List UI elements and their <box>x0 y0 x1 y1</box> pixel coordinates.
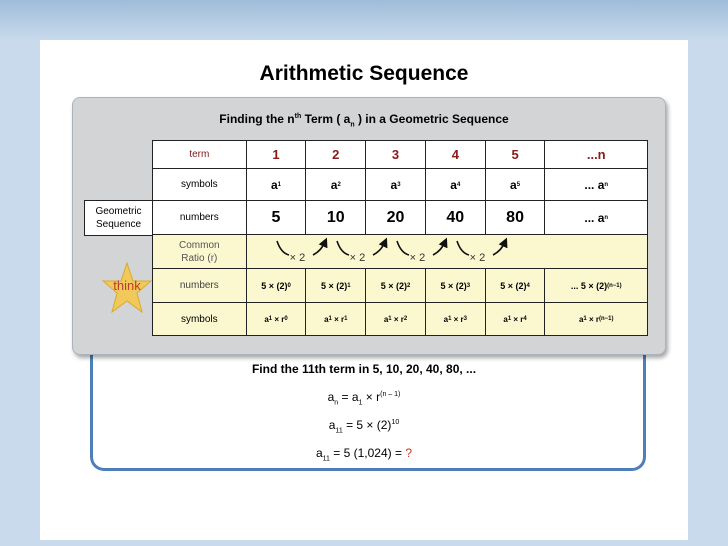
symbols-formula-label: symbols <box>153 303 247 335</box>
number-cell: 20 <box>366 201 426 235</box>
common-ratio-label: Common Ratio (r) <box>153 235 247 269</box>
number-cell: 40 <box>426 201 486 235</box>
ratio-label: × 2 <box>349 252 366 264</box>
general-formula: $a_n = a_1 \times r^{(n - 1)}$ <box>327 390 401 407</box>
term-cell: 1 <box>247 141 307 169</box>
formula-cell: 5 × (2) 1 <box>306 269 366 303</box>
symbol-formula-cell: a 1 × r 0 <box>247 303 307 335</box>
answer-placeholder: ? <box>405 446 413 460</box>
number-cell: 10 <box>306 201 366 235</box>
table-row-numbers <box>153 201 647 235</box>
step-substitution: $a_{11} = 5 \times (2)^{10}$ <box>328 418 400 435</box>
term-cell: 2 <box>306 141 366 169</box>
formula-end-cell: ... 5 × (2) (n−1) <box>545 269 647 303</box>
page-title: Arithmetic Sequence <box>259 62 469 85</box>
symbol-cell: a 2 <box>306 169 366 201</box>
ratio-label: × 2 <box>409 252 426 264</box>
table-row-numbers-formula <box>153 269 647 303</box>
symbol-cell: a 1 <box>247 169 307 201</box>
formula-cell: 5 × (2) 0 <box>247 269 307 303</box>
table-row-symbols <box>153 169 647 201</box>
formula-cell: 5 × (2) 2 <box>366 269 426 303</box>
step-answer: $a_{11} = 5$ (1,024) = ? <box>315 446 413 463</box>
table-row-term <box>153 141 647 169</box>
table-row-symbols-formula <box>153 303 647 335</box>
ratio-label: × 2 <box>289 252 306 264</box>
number-cell: 5 <box>247 201 307 235</box>
term-end-cell: ...n <box>545 141 647 169</box>
numbers-label: numbers <box>153 201 247 235</box>
term-cell: 5 <box>486 141 546 169</box>
numbers-formula-label: numbers <box>153 269 247 303</box>
ratio-arrows <box>247 235 647 269</box>
table-subtitle: Finding the $n^{th}$ Term ( $a_n$ ) in a Geometric Sequence <box>219 112 509 129</box>
symbol-formula-cell: a 1 × r 2 <box>366 303 426 335</box>
symbol-cell: a 3 <box>366 169 426 201</box>
symbol-cell: a 4 <box>426 169 486 201</box>
symbol-formula-cell: a 1 × r 4 <box>486 303 546 335</box>
question-text: Find the 11th term in 5, 10, 20, 40, 80, ... <box>251 362 477 376</box>
formula-cell: 5 × (2) 4 <box>486 269 546 303</box>
symbols-label: symbols <box>153 169 247 201</box>
think-label: think <box>113 278 141 293</box>
symbol-formula-end-cell: a 1 × r (n−1) <box>578 314 614 324</box>
term-cell: 3 <box>366 141 426 169</box>
sequence-table <box>152 140 648 336</box>
number-end-cell: ... a n <box>545 201 647 235</box>
symbol-end-cell: ... a n <box>545 169 647 201</box>
geometric-sequence-label: Geometric Sequence <box>84 200 152 236</box>
symbol-formula-cell: a 1 × r 1 <box>306 303 366 335</box>
term-cell: 4 <box>426 141 486 169</box>
ratio-label: × 2 <box>469 252 486 264</box>
symbol-formula-cell: a 1 × r 3 <box>426 303 486 335</box>
background-band <box>0 0 728 40</box>
table-row-common-ratio <box>153 235 647 269</box>
formula-cell: 5 × (2) 3 <box>426 269 486 303</box>
number-cell: 80 <box>486 201 546 235</box>
term-label: term <box>153 141 247 169</box>
curved-arrows-icon <box>247 235 649 269</box>
symbol-cell: a 5 <box>486 169 546 201</box>
